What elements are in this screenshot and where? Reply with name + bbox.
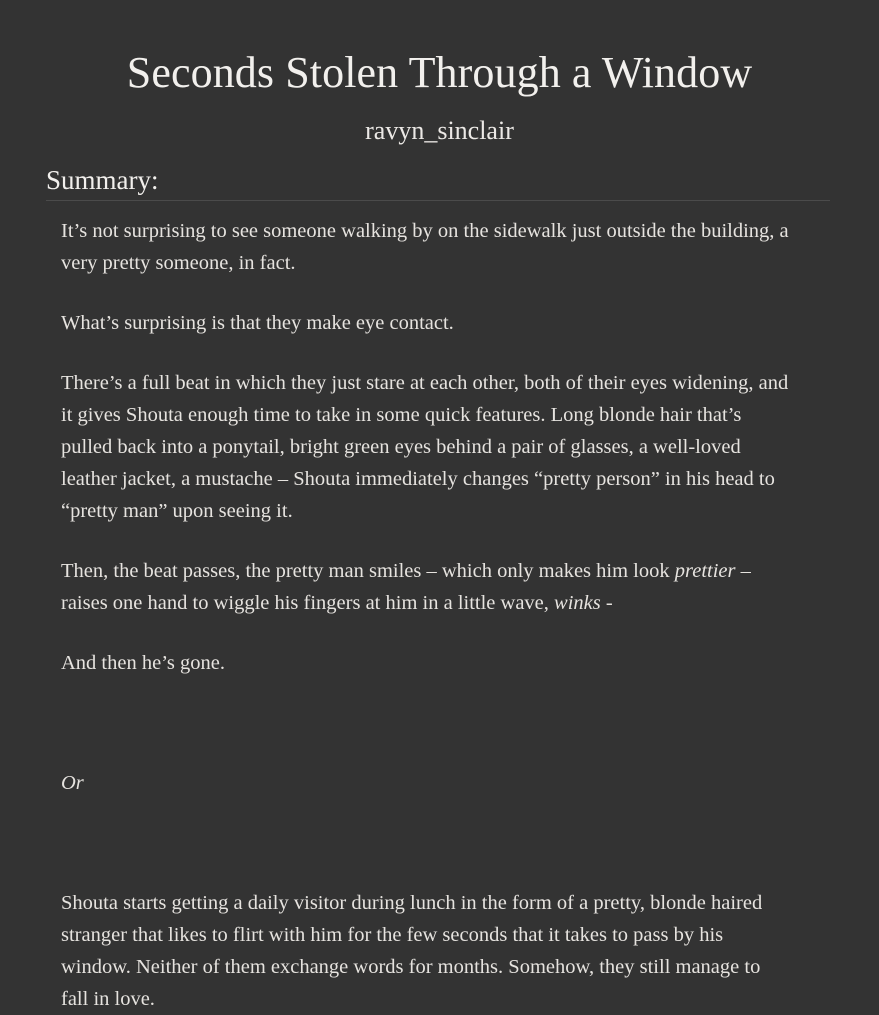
summary-body — [46, 201, 830, 1015]
body-text: And then he’s gone. — [61, 652, 225, 675]
emphasis-text: winks — [554, 592, 601, 615]
summary-paragraph-spacer — [61, 707, 790, 739]
body-text: – raises one hand to wiggle his fingers at him in a little wave, — [61, 560, 751, 615]
summary-module — [0, 146, 879, 1015]
summary-paragraph — [61, 307, 790, 339]
summary-heading: Summary: — [46, 164, 830, 201]
body-text: Shouta starts getting a daily visitor during lunch in the form of a pretty, blonde haired stranger that likes to flirt with him for the few seconds that it takes to pass by his window. Neither of them exchange words for months. Somehow, they still manage to fall in love. — [61, 892, 763, 1011]
summary-paragraph — [61, 767, 790, 799]
summary-paragraph — [61, 647, 790, 679]
summary-paragraph — [61, 555, 790, 619]
summary-paragraph-spacer — [61, 827, 790, 859]
body-text: Then, the beat passes, the pretty man smiles – which only makes him look — [61, 560, 675, 583]
work-title: Seconds Stolen Through a Window — [126, 48, 753, 97]
body-text: It’s not surprising to see someone walking by on the sidewalk just outside the building, a very pretty someone, in fact. — [61, 220, 789, 275]
summary-paragraph — [61, 215, 790, 279]
body-text: What’s surprising is that they make eye contact. — [61, 312, 454, 335]
emphasis-text: Or — [61, 772, 84, 795]
summary-paragraph — [61, 887, 790, 1015]
summary-paragraph — [61, 367, 790, 527]
author-byline[interactable]: ravyn_sinclair — [365, 115, 514, 145]
emphasis-text: prettier — [674, 560, 736, 583]
body-text: - — [600, 592, 613, 615]
body-text: There’s a full beat in which they just stare at each other, both of their eyes widening, and it gives Shouta enough time to take in some quick features. Long blonde hair that’s pulled back into a ponytail, bright green eyes behind a pair of glasses, a well-loved leather jacket, a mustache – Shouta immediately changes “pretty person” in his head to “pretty man” upon seeing it. — [61, 372, 789, 523]
